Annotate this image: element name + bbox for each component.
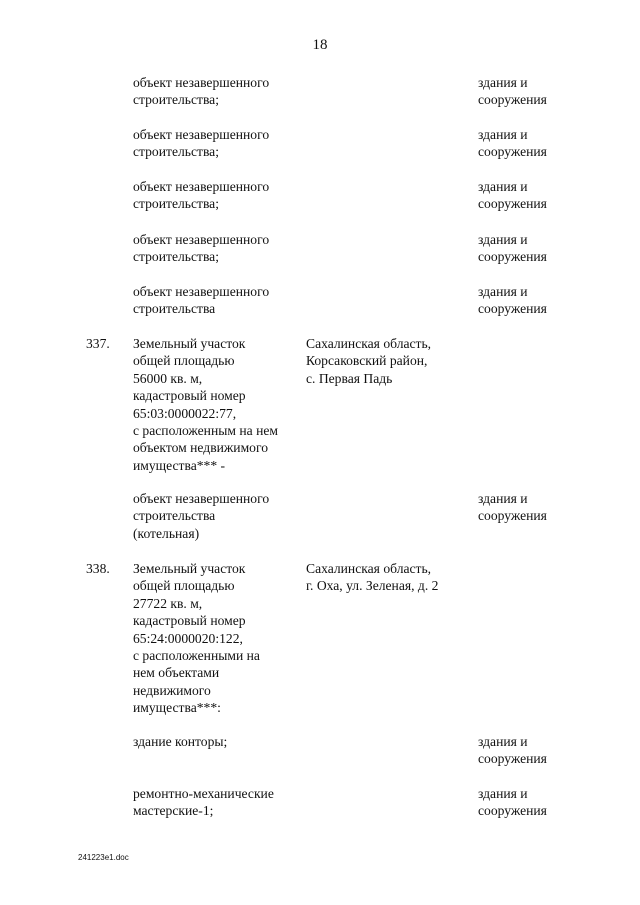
type-line: сооружения (478, 196, 547, 212)
type-line: здания и (478, 284, 528, 299)
list-item-type (478, 283, 578, 318)
type-line: сооружения (478, 508, 547, 524)
type-line: здания и (478, 75, 528, 90)
type-line: сооружения (478, 301, 547, 317)
description-line: (котельная) (133, 525, 200, 541)
list-item-description (133, 74, 303, 109)
description-line: имущества***: (133, 700, 221, 716)
description-line: с расположенными на (133, 648, 260, 664)
description-line: объектом недвижимого (133, 440, 269, 456)
address-line: с. Первая Падь (306, 370, 393, 386)
list-item-type (478, 733, 578, 768)
description-line: кадастровый номер (133, 388, 246, 404)
description-line: объект незавершенного (133, 179, 270, 194)
list-item-description (133, 733, 303, 750)
description-line: здание конторы; (133, 734, 228, 749)
item-number: 337. (86, 336, 110, 351)
type-line: здания и (478, 127, 528, 142)
list-item-type (478, 231, 578, 266)
description-line: кадастровый номер (133, 613, 246, 629)
type-line: сооружения (478, 751, 547, 767)
description-line: объект незавершенного (133, 75, 270, 90)
type-line: здания и (478, 491, 528, 506)
description-line: мастерские-1; (133, 803, 214, 819)
description-line: общей площадью (133, 353, 235, 369)
item-number: 338. (86, 561, 110, 576)
list-item-type (478, 785, 578, 820)
description-line: объект незавершенного (133, 491, 270, 506)
description-line: нем объектами (133, 665, 220, 681)
list-item-type (478, 74, 578, 109)
list-item-description (133, 560, 303, 717)
description-line: Земельный участок (133, 561, 246, 576)
type-line: здания и (478, 786, 528, 801)
list-item-address (306, 560, 471, 595)
description-line: строительства; (133, 196, 219, 212)
list-item-description (133, 335, 303, 474)
type-line: сооружения (478, 803, 547, 819)
type-line: здания и (478, 232, 528, 247)
description-line: Земельный участок (133, 336, 246, 351)
type-line: здания и (478, 734, 528, 749)
list-item-description (133, 785, 303, 820)
type-line: здания и (478, 179, 528, 194)
description-line: объект незавершенного (133, 232, 270, 247)
description-line: недвижимого (133, 682, 211, 698)
list-item-type (478, 126, 578, 161)
footer-filename: 241223e1.doc (78, 853, 129, 862)
description-line: имущества*** - (133, 457, 226, 473)
list-item-description (133, 178, 303, 213)
description-line: общей площадью (133, 578, 235, 594)
list-item-description (133, 126, 303, 161)
list-item-description (133, 231, 303, 266)
address-line: Сахалинская область, (306, 336, 432, 351)
list-item-description (133, 283, 303, 318)
description-line: строительства; (133, 144, 219, 160)
description-line: 65:24:0000020:122, (133, 630, 243, 646)
description-line: ремонтно-механические (133, 786, 274, 801)
list-item-type (478, 490, 578, 525)
type-line: сооружения (478, 249, 547, 265)
description-line: строительства (133, 508, 216, 524)
type-line: сооружения (478, 92, 547, 108)
list-item-address (306, 335, 471, 387)
list-item-description (133, 490, 303, 542)
type-line: сооружения (478, 144, 547, 160)
description-line: 65:03:0000022:77, (133, 405, 237, 421)
description-line: 56000 кв. м, (133, 370, 203, 386)
address-line: Сахалинская область, (306, 561, 432, 576)
description-line: с расположенным на нем (133, 423, 278, 439)
description-line: строительства; (133, 92, 219, 108)
description-line: объект незавершенного (133, 284, 270, 299)
page-number: 18 (312, 37, 328, 53)
address-line: Корсаковский район, (306, 353, 428, 369)
list-item-type (478, 178, 578, 213)
description-line: объект незавершенного (133, 127, 270, 142)
address-line: г. Оха, ул. Зеленая, д. 2 (306, 578, 439, 594)
description-line: строительства (133, 301, 216, 317)
description-line: строительства; (133, 249, 219, 265)
description-line: 27722 кв. м, (133, 595, 203, 611)
